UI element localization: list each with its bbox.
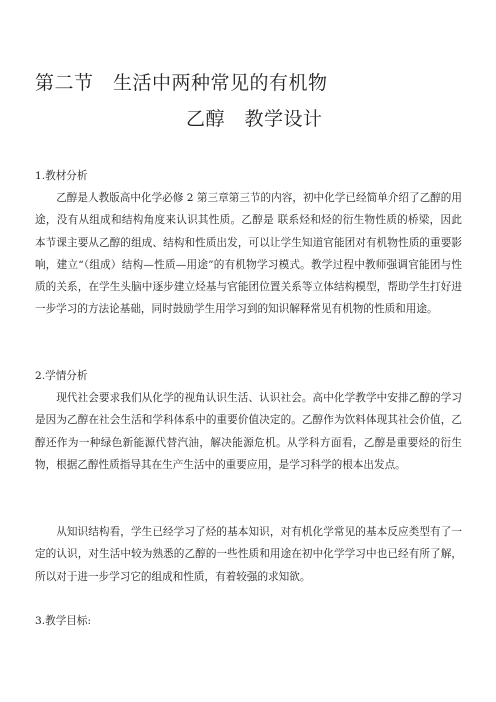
paragraph-student-analysis-1: 现代社会要求我们从化学的视角认识生活、认识社会。高中化学教学中安排乙醇的学习是因为乙醇在社会生活和学科体系中的重要价值决定的。乙醇作为饮料体现其社会价值，乙醇还作为一种绿色新能源代替汽油，解决能源危机。从学科方面看，乙醇是重要烃的衍生物，根据乙醇性质指导其在生产生活中的重要应用，是学习科学的根本出发点。 <box>35 392 462 471</box>
paragraph-student-analysis-2: 从知识结构看，学生已经学习了烃的基本知识，对有机化学常见的基本反应类型有了一定的认识，对生活中较为熟悉的乙醇的一些性质和用途在初中化学学习中也已经有所了解，所以对于进一步学习它的组成和性质，有着较强的求知欲。 <box>35 526 462 583</box>
section-heading-student-analysis: 2.学情分析 <box>35 370 88 382</box>
paragraph-textbook-analysis: 乙醇是人教版高中化学必修 2 第三章第三节的内容，初中化学已经简单介绍了乙醇的用途，没有从组成和结构角度来认识其性质。乙醇是 联系烃和烃的衍生物性质的桥梁，因此本节课主要从乙醇的组成、结构和性质出发，可以让学生知道官能团对有机物性质的重要影响，建立“（组成）结构—性质—用途”的有机物学习模式。教学过程中教师强调官能团与性质的关系，在学生头脑中逐步建立烃基与官能团位置关系等立体结构模型，帮助学生打好进一步学习的方法论基础，同时鼓励学生用学习到的知识解释常见有机物的性质和用途。 <box>35 192 462 316</box>
page-title: 第二节 生活中两种常见的有机物 <box>35 72 328 94</box>
section-heading-textbook-analysis: 1.教材分析 <box>35 170 88 182</box>
section-heading-teaching-objectives: 3.教学目标: <box>35 615 92 627</box>
page-subtitle: 乙醇 教学设计 <box>186 108 323 130</box>
